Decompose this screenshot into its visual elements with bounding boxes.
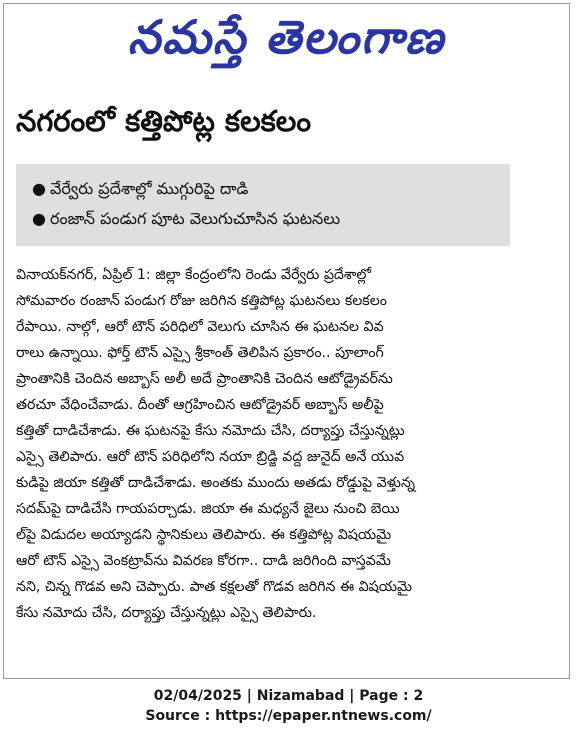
highlight-item [32,206,510,236]
body-line: కత్తితో దాడిచేశాడు. ఈ ఘటనపై కేసు నమోదు చేసి, దర్యాప్తు చేస్తున్నట్లు [16,423,405,439]
body-line: నని, చిన్న గొడవ అని చెప్పారు. పాత కక్షలతో గొడవ జరిగిన ఈ విషయమై [16,579,413,595]
source-link[interactable]: Source : https://epaper.ntnews.com/ [145,708,432,724]
body-line: వినాయక్‌నగర్, ఏప్రిల్ 1: జిల్లా కేంద్రంలోని రెండు వేర్వేరు ప్రదేశాల్లో [16,267,372,283]
body-line: ఎస్సై తెలిపారు. ఆరో టౌన్ పరిధిలోని నయా బ్రిడ్జి వద్ద జునైద్ అనే యువ [16,449,405,465]
bullet-icon: ● [32,179,46,198]
newspaper-clipping [3,3,570,679]
body-line: రాలు ఉన్నాయి. ఫోర్త్ టౌన్ ఎస్సై శ్రీకాంత్ తెలిపిన ప్రకారం.. పూలాంగ్ [16,345,384,361]
body-line: ల్‌పై విడుదల అయ్యాడని స్థానికులు తెలిపారు. ఈ కత్తిపోట్ల విషయమై [16,527,392,543]
edition-info: 02/04/2025 | Nizamabad | Page : 2 [153,688,424,704]
highlights-box [16,164,510,246]
body-line: తరచూ వేధించేవాడు. దీంతో ఆగ్రహించిన ఆటోడ్రైవర్ అబ్బాస్ అలీపై [16,397,384,413]
bullet-icon: ● [32,209,46,228]
body-line: రేపాయి. నాల్గో, ఆరో టౌన్ పరిధిలో వెలుగు చూసిన ఈ ఘటనల వివ [16,319,384,335]
body-line: కుడిపై జియా కత్తితో దాడిచేశాడు. అంతకు ముందు అతడు రోడ్డుపై వెళ్తున్న [16,475,416,491]
highlight-text: రంజాన్ పండుగ పూట వెలుగుచూసిన ఘటనలు [50,209,341,228]
masthead-logo: నమస్తే తెలంగాణ [127,10,446,64]
body-line: సోమవారం రంజాన్ పండుగ రోజు జరిగిన కత్తిపోట్ల ఘటనలు కలకలం [16,293,387,309]
article-headline: నగరంలో కత్తిపోట్ల కలకలం [16,104,312,138]
highlight-text: వేర్వేరు ప్రదేశాల్లో ముగ్గురిపై దాడి [50,179,249,198]
body-line: కేసు నమోదు చేసి, దర్యాప్తు చేస్తున్నట్లు ఎస్సై తెలిపారు. [16,605,317,621]
body-line: ఆరో టౌన్ ఎస్సై వెంకట్రావ్‌ను వివరణ కోరగా.. దాడి జరిగింది వాస్తవమే [16,553,391,569]
clipping-footer [0,686,577,726]
article-body [16,262,556,626]
body-line: ప్రాంతానికి చెందిన అబ్బాస్ అలీ అదే ప్రాంతానికి చెందిన ఆటోడ్రైవర్‌ను [16,371,393,387]
highlight-item [32,176,510,206]
body-line: సదమ్‌పై దాడిచేసి గాయపర్చాడు. జియా ఈ మధ్యనే జైలు నుంచి బెయి [16,501,400,517]
